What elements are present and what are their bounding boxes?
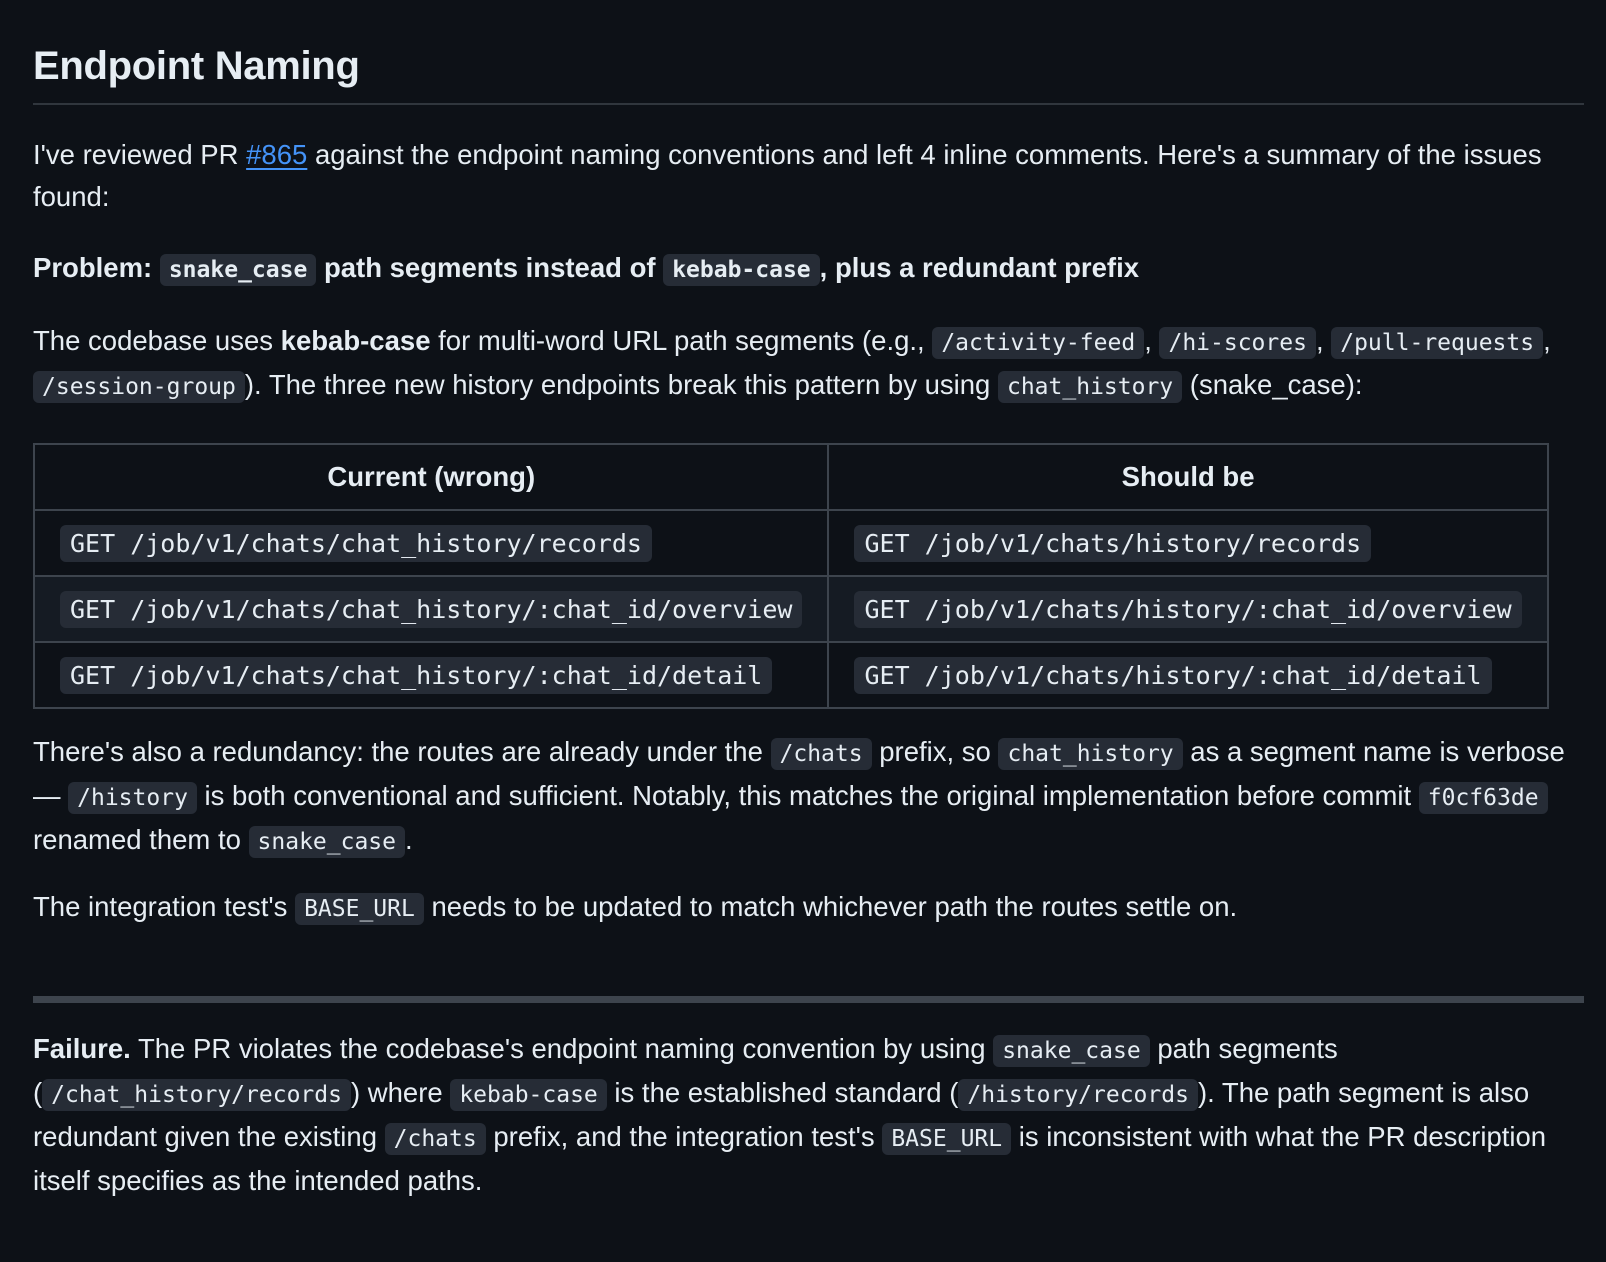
code-kebab-case: kebab-case (450, 1079, 606, 1111)
code-chat-history: chat_history (998, 371, 1182, 403)
table-cell (34, 510, 828, 576)
page-title: Endpoint Naming (33, 44, 360, 88)
problem-text: path segments instead of (316, 252, 664, 283)
code-activity-feed: /activity-feed (932, 327, 1144, 359)
para-text: prefix, so (871, 736, 999, 767)
code-session-group: /session-group (33, 371, 245, 403)
para-text: is inconsistent with what the PR description itself specifies as the intended paths. (33, 1121, 1547, 1196)
problem-label: Problem: (33, 252, 153, 283)
code-chats: /chats (771, 738, 872, 770)
para-text: prefix, and the integration test's (485, 1121, 883, 1152)
table-row (34, 642, 1548, 708)
table-cell (828, 510, 1547, 576)
code-snake-case: snake_case (160, 254, 316, 286)
base-url-paragraph (33, 886, 1584, 930)
para-text: There's also a redundancy: the routes are already under the (33, 736, 771, 767)
heading-divider (33, 103, 1584, 105)
section-divider (33, 996, 1584, 1003)
failure-label: Failure. (33, 1033, 131, 1064)
endpoint-should-be: GET /job/v1/chats/history/:chat_id/overview (854, 591, 1521, 628)
problem-text-end: , plus a redundant prefix (819, 252, 1140, 283)
code-base-url: BASE_URL (882, 1123, 1011, 1155)
table-cell (34, 576, 828, 642)
code-commit-hash: f0cf63de (1419, 782, 1548, 814)
code-hi-scores: /hi-scores (1159, 327, 1315, 359)
para-text: The integration test's (33, 891, 296, 922)
kebab-case-bold: kebab-case (280, 325, 431, 356)
endpoint-should-be: GET /job/v1/chats/history/records (854, 525, 1371, 562)
convention-paragraph (33, 320, 1584, 408)
para-text: (snake_case): (1182, 369, 1363, 400)
code-history-records: /history/records (958, 1079, 1198, 1111)
para-text: ) where (350, 1077, 451, 1108)
separator: , (1315, 325, 1332, 356)
code-snake-case: snake_case (249, 826, 405, 858)
table-cell (34, 642, 828, 708)
endpoint-current: GET /job/v1/chats/chat_history/:chat_id/overview (60, 591, 802, 628)
code-kebab-case: kebab-case (663, 254, 819, 286)
intro-paragraph (33, 134, 1584, 218)
endpoint-current: GET /job/v1/chats/chat_history/records (60, 525, 652, 562)
para-text: renamed them to (33, 824, 249, 855)
code-history: /history (68, 782, 197, 814)
para-text: needs to be updated to match whichever path the routes settle on. (423, 891, 1238, 922)
endpoint-table (33, 443, 1549, 709)
code-chat-history: chat_history (998, 738, 1182, 770)
code-snake-case: snake_case (993, 1035, 1149, 1067)
para-text: as a segment name is verbose — (33, 736, 1565, 811)
table-cell (828, 642, 1547, 708)
para-text: . (405, 824, 413, 855)
table-header-row (34, 444, 1548, 510)
code-chat-history-records: /chat_history/records (42, 1079, 351, 1111)
endpoint-current: GET /job/v1/chats/chat_history/:chat_id/detail (60, 657, 772, 694)
code-base-url: BASE_URL (295, 893, 424, 925)
failure-paragraph (33, 1028, 1584, 1202)
separator: , (1543, 325, 1551, 356)
table-row (34, 510, 1548, 576)
header-current: Current (wrong) (34, 444, 828, 510)
header-should-be: Should be (828, 444, 1547, 510)
code-chats: /chats (385, 1123, 486, 1155)
pr-link[interactable]: #865 (246, 139, 308, 170)
para-text: The codebase uses (33, 325, 281, 356)
separator: , (1144, 325, 1160, 356)
para-text: path segments ( (33, 1033, 1338, 1108)
para-text: ). The path segment is also redundant given the existing (33, 1077, 1530, 1152)
intro-text-after: against the endpoint naming conventions and left 4 inline comments. Here's a summary of the issues found: (33, 139, 1542, 212)
para-text: ). The three new history endpoints break this pattern by using (244, 369, 998, 400)
para-text: for multi-word URL path segments (e.g., (430, 325, 933, 356)
table-cell (828, 576, 1547, 642)
redundancy-paragraph (33, 731, 1584, 863)
problem-heading (33, 247, 1584, 291)
para-text: is the established standard ( (606, 1077, 959, 1108)
para-text: is both conventional and sufficient. Notably, this matches the original implementation before commit (196, 780, 1419, 811)
code-pull-requests: /pull-requests (1331, 327, 1543, 359)
intro-text-before: I've reviewed PR (33, 139, 247, 170)
table-row (34, 576, 1548, 642)
para-text: The PR violates the codebase's endpoint naming convention by using (130, 1033, 994, 1064)
endpoint-should-be: GET /job/v1/chats/history/:chat_id/detail (854, 657, 1491, 694)
